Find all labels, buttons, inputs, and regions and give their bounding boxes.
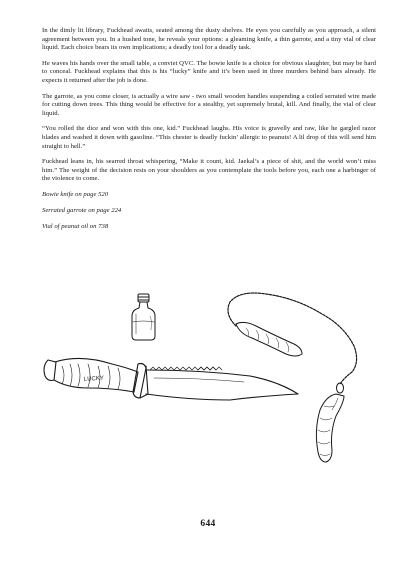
- story-paragraph-5: Fuckhead leans in, his searred throat whispering, “Make it count, kid. Jaekal’s a piece of shit, and the world won’t miss him.” The weight of the decision rests on your shoulders as you contemplate the tools before you, each one a harbinger of the violence to come.: [42, 158, 376, 183]
- choice-bowie-knife[interactable]: Bowie knife on page 520: [42, 190, 109, 198]
- vial-drawing: [132, 294, 155, 340]
- story-paragraph-3: The garrote, as you come closer, is actually a wire saw - two small wooden handles suspending a coiled serrated wire made for cutting down trees. This thing would be effective for a stealthy, yet supremely brutal, kill. And finally, the vial of clear liquid.: [42, 92, 376, 117]
- page-body: [42, 27, 376, 239]
- knife-handle-label: LUCKY: [83, 375, 105, 383]
- page-number: 644: [200, 519, 216, 529]
- choice-vial-peanut-oil[interactable]: Vial of peanut oil on 738: [42, 223, 109, 231]
- story-paragraph-2: He waves his hands over the small table, a conviet QVC. The bowie knife is a choice for obvious slaughter, but may be hard to conceal. Fuckhead explains that this is his “lucky” knife and it’s been used in three murders behind bars already. He expects it returned after the job is done.: [42, 59, 376, 84]
- garrote-drawing: [228, 293, 357, 462]
- bowie-knife-drawing: [44, 358, 298, 400]
- story-paragraph-1: In the dimly lit library, Fuckhead awaits, seated among the dusty shelves. He eyes you carefully as you approach, a silent agreement between you. In a hushed tone, he reveals your options: a gleaming knife, a thin garrote, and a tiny vial of clear liquid. Each choice bears its own implications; a deadly tool for a deadly task.: [42, 27, 376, 52]
- story-paragraph-4: “You rolled the dice and won with this one, kid.” Fuckhead laughs. His voice is gravelly and raw, like he gargled razor blades and washed it down with gasoline. “This chester is deadly fuckin’ allergic to peanuts! A lil drop of this will send him straight to hell.”: [42, 125, 376, 150]
- choice-serrated-garrote[interactable]: Serrated garrote on page 224: [42, 207, 122, 214]
- weapons-illustration: [40, 284, 376, 484]
